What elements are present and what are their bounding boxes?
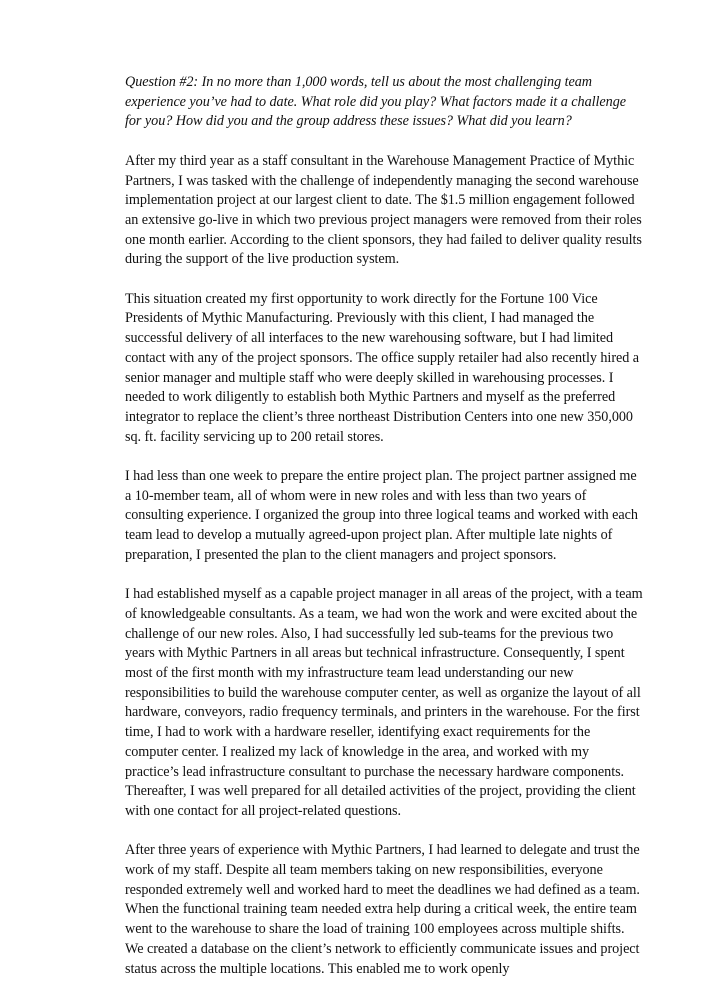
essay-paragraph-1: After my third year as a staff consultant in the Warehouse Management Practice of Mythic Partners, I was tasked with the challenge of independently managing the second warehouse implementation project at our largest client to date. The $1.5 million engagement followed an extensive go-live in which two previous project managers were removed from their roles one month earlier. According to the client sponsors, they had failed to deliver quality results during the support of the live production system. bbox=[125, 152, 642, 268]
essay-question: Question #2: In no more than 1,000 words, tell us about the most challenging team experience you’ve had to date. What role did you play? What factors made it a challenge for you? How did you and the group address these issues? What did you learn? bbox=[125, 74, 627, 130]
essay-paragraph-3: I had less than one week to prepare the entire project plan. The project partner assigned me a 10-member team, all of whom were in new roles and with less than two years of consulting experience. I organized the group into three logical teams and worked with each team lead to develop a mutually agreed-upon project plan. After multiple late nights of preparation, I presented the plan to the client managers and project sponsors. bbox=[125, 468, 638, 563]
essay-paragraph-5: After three years of experience with Mythic Partners, I had learned to delegate and trust the work of my staff. Despite all team members taking on new responsibilities, everyone responded extremely well and worked hard to meet the deadlines we had defined as a team. When the functional training team needed extra help during a critical week, the entire team went to the warehouse to share the load of training 100 employees across multiple shifts. We created a database on the client’s network to efficiently communicate issues and project status across the multiple locations. This enabled me to work openly bbox=[125, 842, 640, 977]
essay-paragraph-4: I had established myself as a capable project manager in all areas of the project, with a team of knowledgeable consultants. As a team, we had won the work and were excited about the challenge of our new roles. Also, I had successfully led sub-teams for the previous two years with Mythic Partners in all areas but technical infrastructure. Consequently, I spent most of the first month with my infrastructure team lead understanding our new responsibilities to build the warehouse computer center, as well as organize the layout of all hardware, conveyors, radio frequency terminals, and printers in the warehouse. For the first time, I had to work with a hardware reseller, identifying exact requirements for the computer center. I realized my lack of knowledge in the area, and worked with my practice’s lead infrastructure consultant to purchase the necessary hardware components. Thereafter, I was well prepared for all detailed activities of the project, providing the client with one contact for all project-related questions. bbox=[125, 586, 643, 819]
essay-body bbox=[125, 73, 645, 999]
essay-paragraph-2: This situation created my first opportunity to work directly for the Fortune 100 Vice Presidents of Mythic Manufacturing. Previously with this client, I had managed the successful delivery of all interfaces to the new warehousing software, but I had limited contact with any of the project sponsors. The office supply retailer had also recently hired a senior manager and multiple staff who were deeply skilled in warehousing processes. I needed to work diligently to establish both Mythic Partners and myself as the preferred integrator to replace the client’s three northeast Distribution Centers into one new 350,000 sq. ft. facility servicing up to 200 retail stores. bbox=[125, 290, 640, 445]
